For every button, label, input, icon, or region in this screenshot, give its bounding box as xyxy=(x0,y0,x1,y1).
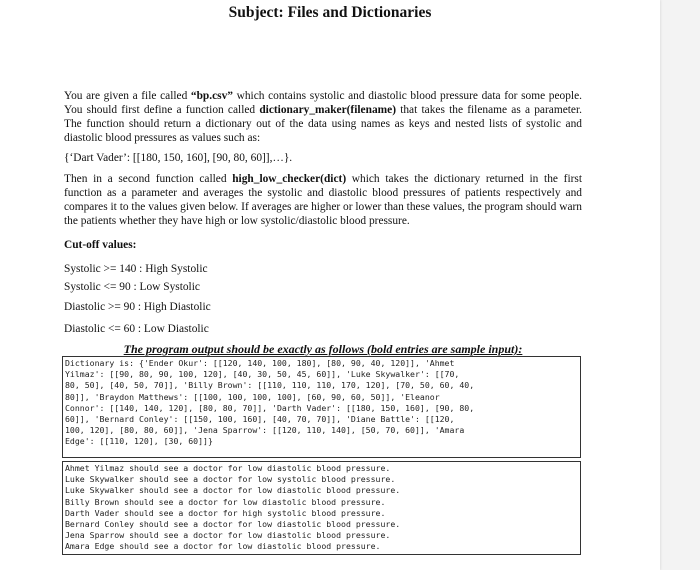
code-line: Amara Edge should see a doctor for low diastolic blood pressure. xyxy=(65,541,381,552)
code-line: Edge': [[110, 120], [30, 60]]} xyxy=(65,436,213,447)
code-line: Yilmaz': [[90, 80, 90, 100, 120], [40, 30, 50, 45, 60]], 'Luke Skywalker': [[70, xyxy=(65,369,460,380)
intro-text-1: You are given a file called xyxy=(64,90,191,102)
intro-text-2: which contains systolic and diastolic blood pressure data for some people. You should first define a function called xyxy=(64,90,582,116)
warnings-output-box xyxy=(62,461,581,555)
intro-paragraph xyxy=(64,90,582,146)
code-line: 80]], 'Braydon Matthews': [[100, 100, 100, 100], [60, 90, 60, 50]], 'Eleanor xyxy=(65,391,440,402)
code-line: Jena Sparrow should see a doctor for low diastolic blood pressure. xyxy=(65,530,391,541)
cutoff-item: Diastolic <= 60 : Low Diastolic xyxy=(64,323,209,335)
code-line: Luke Skywalker should see a doctor for low systolic blood pressure. xyxy=(65,474,396,485)
filename-emphasis: “bp.csv” xyxy=(190,90,233,102)
code-line: Luke Skywalker should see a doctor for low diastolic blood pressure. xyxy=(65,485,401,496)
code-line: Darth Vader should see a doctor for high systolic blood pressure. xyxy=(65,507,386,518)
second-function-paragraph xyxy=(64,173,582,229)
example-dictionary-line: {‘Dart Vader’: [[180, 150, 160], [90, 80, 60]],…}. xyxy=(64,152,293,164)
code-line: Billy Brown should see a doctor for low diastolic blood pressure. xyxy=(65,496,386,507)
code-line: Dictionary is: {'Ender Okur': [[120, 140, 100, 180], [80, 90, 40, 120]], 'Ahmet xyxy=(65,358,455,368)
second-text-1: Then in a second function called xyxy=(64,173,233,185)
code-line: 60]], 'Bernard Conley': [[150, 100, 160], [40, 70, 70]], 'Diane Battle': [[120, xyxy=(65,414,455,425)
code-line: Ahmet Yilmaz should see a doctor for low diastolic blood pressure. xyxy=(65,463,391,473)
code-line: 80, 50], [40, 50, 70]], 'Billy Brown': [[110, 110, 110, 170, 120], [70, 50, 60, 40, xyxy=(65,380,475,391)
code-line: 100, 120], [80, 80, 60]], 'Jena Sparrow': [[120, 110, 140], [50, 70, 60]], 'Amara xyxy=(65,425,465,436)
dictionary-output-box xyxy=(62,356,581,458)
page-title: Subject: Files and Dictionaries xyxy=(228,4,432,21)
second-text-2: which takes the dictionary returned in the first function as a parameter and averages the systolic and diastolic blood pressures of patients respectively and compares it to the values given below. If averages are higher or lower than these values, the program should warn the patients whether they have high or low systolic/diastolic blood pressure. xyxy=(64,173,582,227)
code-line: Connor': [[140, 140, 120], [80, 80, 70]], 'Darth Vader': [[180, 150, 160], [90, 80, xyxy=(65,402,475,413)
output-heading: The program output should be exactly as follows (bold entries are sample input): xyxy=(123,342,523,356)
cutoff-item: Diastolic >= 90 : High Diastolic xyxy=(64,301,211,313)
cutoff-item: Systolic <= 90 : Low Systolic xyxy=(64,281,200,293)
function-name-dictionary-maker: dictionary_maker(filename) xyxy=(259,103,396,116)
code-line: Bernard Conley should see a doctor for low diastolic blood pressure. xyxy=(65,519,401,530)
cutoff-heading: Cut-off values: xyxy=(64,239,137,251)
cutoff-item: Systolic >= 140 : High Systolic xyxy=(64,263,208,275)
intro-text-3: that takes the filename as a parameter. The function should return a dictionary out of the data using names as keys and nested lists of systolic and diastolic blood pressures as values such as: xyxy=(64,103,582,144)
function-name-high-low-checker: high_low_checker(dict) xyxy=(232,173,347,185)
